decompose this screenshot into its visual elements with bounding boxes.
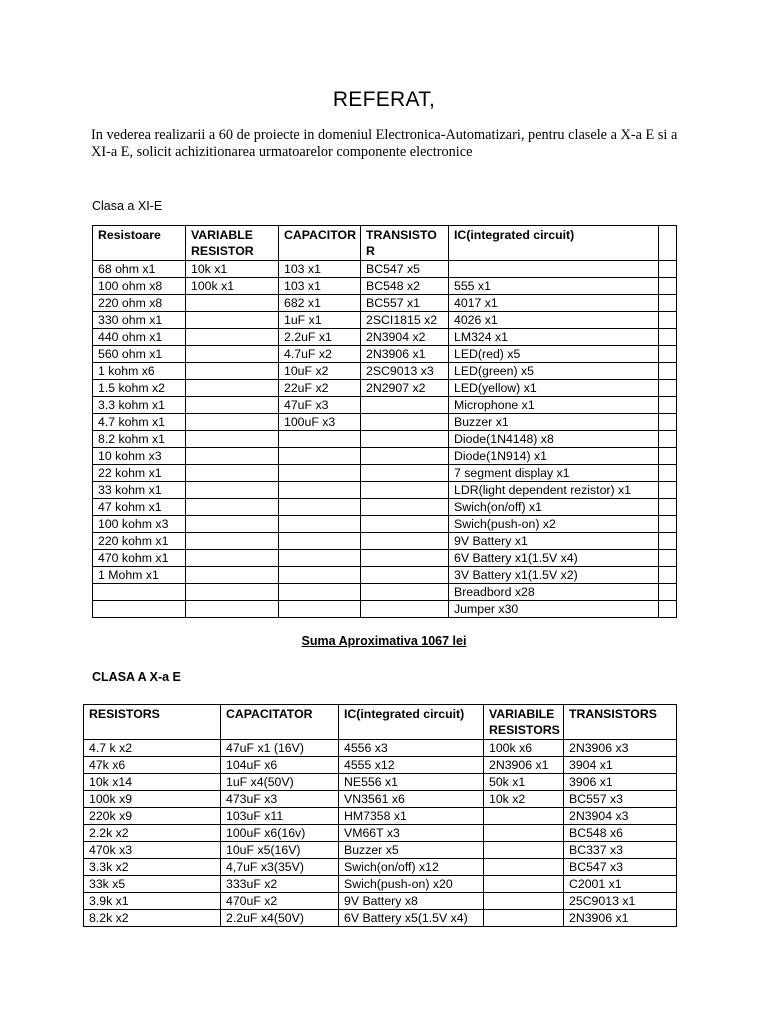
table-cell: LM324 x1 [449, 329, 659, 346]
table-row [93, 363, 677, 380]
table-cell: 4555 x12 [339, 757, 484, 774]
table-cell: 555 x1 [449, 278, 659, 295]
table-cell: 682 x1 [279, 295, 361, 312]
table-cell [279, 584, 361, 601]
table-cell: 47k x6 [84, 757, 221, 774]
table-cell: Diode(1N4148) x8 [449, 431, 659, 448]
table-cell [279, 499, 361, 516]
table-cell: 33 kohm x1 [93, 482, 186, 499]
table-cell: 2SC9013 x3 [361, 363, 449, 380]
table-cell [361, 397, 449, 414]
table-cell: VN3561 x6 [339, 791, 484, 808]
table-cell: HM7358 x1 [339, 808, 484, 825]
table-row [84, 774, 677, 791]
table-cell [93, 601, 186, 618]
table-row [93, 567, 677, 584]
table-row [84, 842, 677, 859]
table-cell: 103 x1 [279, 278, 361, 295]
table-cell [279, 482, 361, 499]
header-transistor: TRANSISTOR [361, 226, 449, 261]
table-cell [186, 516, 279, 533]
table-cell: Swich(push-on) x2 [449, 516, 659, 533]
table-cell: 6V Battery x5(1.5V x4) [339, 910, 484, 927]
table-row [93, 346, 677, 363]
table-cell: 2N3906 x1 [564, 910, 677, 927]
table-cell: BC337 x3 [564, 842, 677, 859]
table-cell [186, 533, 279, 550]
table-cell [361, 431, 449, 448]
table-cell: 330 ohm x1 [93, 312, 186, 329]
table-cell: 2SCI1815 x2 [361, 312, 449, 329]
table-row [93, 261, 677, 278]
table-cell: 100 kohm x3 [93, 516, 186, 533]
table-row [93, 448, 677, 465]
table-body [93, 261, 677, 618]
table-row [93, 465, 677, 482]
table-cell: LED(green) x5 [449, 363, 659, 380]
table-row [84, 791, 677, 808]
table-cell: 10uF x5(16V) [221, 842, 339, 859]
table-cell: 4.7 kohm x1 [93, 414, 186, 431]
table-cell [361, 516, 449, 533]
table-cell [659, 295, 677, 312]
table-row [84, 808, 677, 825]
table-row [93, 533, 677, 550]
table-cell [484, 842, 564, 859]
table-cell [186, 448, 279, 465]
table-row [93, 499, 677, 516]
table-cell [659, 482, 677, 499]
header-resistors: RESISTORS [84, 705, 221, 740]
intro-paragraph: In vederea realizarii a 60 de proiecte in domeniul Electronica-Automatizari, pentru clasele a X-a E si a XI-a E, solicit achizitionarea urmatoarelor componente electronice [91, 127, 678, 160]
table-cell: Breadbord x28 [449, 584, 659, 601]
document-title: REFERAT, [332, 88, 436, 111]
table-row [93, 601, 677, 618]
table-cell: 473uF x3 [221, 791, 339, 808]
table-cell: 470k x3 [84, 842, 221, 859]
table-cell [279, 448, 361, 465]
table-cell: 50k x1 [484, 774, 564, 791]
table-cell: 1 Mohm x1 [93, 567, 186, 584]
table-cell: 9V Battery x8 [339, 893, 484, 910]
table-cell [186, 567, 279, 584]
table-cell [361, 601, 449, 618]
table-cell [659, 346, 677, 363]
table-cell: 4.7 k x2 [84, 740, 221, 757]
table-cell: 2.2k x2 [84, 825, 221, 842]
table-cell: 2N3904 x2 [361, 329, 449, 346]
table-cell: 4556 x3 [339, 740, 484, 757]
table-cell [186, 295, 279, 312]
table-cell: 2N3906 x1 [361, 346, 449, 363]
table-cell: 100k x6 [484, 740, 564, 757]
table-cell: 10uF x2 [279, 363, 361, 380]
table-cell: 8.2 kohm x1 [93, 431, 186, 448]
table-row [84, 910, 677, 927]
table-cell: 2N3906 x3 [564, 740, 677, 757]
table-cell [659, 414, 677, 431]
table-cell: LED(yellow) x1 [449, 380, 659, 397]
table-cell [659, 431, 677, 448]
table-cell: 3.3 kohm x1 [93, 397, 186, 414]
table-cell: 4.7uF x2 [279, 346, 361, 363]
components-table-x-e [83, 704, 677, 927]
table-cell: 1uF x4(50V) [221, 774, 339, 791]
table-cell: C2001 x1 [564, 876, 677, 893]
section-label-xi-e: Clasa a XI-E [92, 199, 163, 213]
table-cell: 4026 x1 [449, 312, 659, 329]
table-cell: Swich(on/off) x12 [339, 859, 484, 876]
table-row [93, 482, 677, 499]
table-cell: 1 kohm x6 [93, 363, 186, 380]
table-cell: BC548 x2 [361, 278, 449, 295]
table-cell [659, 584, 677, 601]
table-row [93, 312, 677, 329]
table-cell: 68 ohm x1 [93, 261, 186, 278]
table-cell: 3904 x1 [564, 757, 677, 774]
header-blank [659, 226, 677, 261]
table-cell [659, 533, 677, 550]
table-cell: Buzzer x5 [339, 842, 484, 859]
table-cell: 10k x1 [186, 261, 279, 278]
table-cell [186, 499, 279, 516]
table-row [84, 757, 677, 774]
table-cell [279, 601, 361, 618]
table-cell: 470 kohm x1 [93, 550, 186, 567]
table-cell: 22 kohm x1 [93, 465, 186, 482]
table-cell: BC547 x3 [564, 859, 677, 876]
table-cell: BC557 x1 [361, 295, 449, 312]
table-cell [484, 808, 564, 825]
header-variabile-resistors: VARIABILE RESISTORS [484, 705, 564, 740]
table-cell [659, 261, 677, 278]
table-cell: 3.9k x1 [84, 893, 221, 910]
table-cell [484, 876, 564, 893]
table-row [93, 550, 677, 567]
table-cell [186, 601, 279, 618]
table-cell: 9V Battery x1 [449, 533, 659, 550]
table-cell [279, 465, 361, 482]
table-cell [659, 363, 677, 380]
header-transistors: TRANSISTORS [564, 705, 677, 740]
header-resistoare: Resistoare [93, 226, 186, 261]
table-cell [279, 567, 361, 584]
table-cell: BC557 x3 [564, 791, 677, 808]
table-cell: LED(red) x5 [449, 346, 659, 363]
table-cell [659, 312, 677, 329]
table-cell [186, 363, 279, 380]
table-cell [659, 448, 677, 465]
table-cell: VM66T x3 [339, 825, 484, 842]
table-cell [449, 261, 659, 278]
table-cell [659, 278, 677, 295]
table-cell: 2.2uF x1 [279, 329, 361, 346]
table-cell [659, 329, 677, 346]
table-cell: 6V Battery x1(1.5V x4) [449, 550, 659, 567]
table-cell [659, 465, 677, 482]
table-cell: Swich(push-on) x20 [339, 876, 484, 893]
table-cell [659, 516, 677, 533]
table-cell: 220 kohm x1 [93, 533, 186, 550]
table-cell: 2N3904 x3 [564, 808, 677, 825]
section-label-x-e: CLASA A X-a E [92, 670, 181, 684]
table-cell [186, 550, 279, 567]
table-row [93, 516, 677, 533]
table-cell [186, 431, 279, 448]
table-cell [361, 533, 449, 550]
table-cell: Jumper x30 [449, 601, 659, 618]
table-cell: 3V Battery x1(1.5V x2) [449, 567, 659, 584]
table-cell [484, 825, 564, 842]
table-header-row [93, 226, 677, 261]
table-cell: 4,7uF x3(35V) [221, 859, 339, 876]
table-cell [361, 584, 449, 601]
table-cell: BC547 x5 [361, 261, 449, 278]
table-cell [186, 312, 279, 329]
table-cell [186, 397, 279, 414]
table-cell: Microphone x1 [449, 397, 659, 414]
header-capacitor: CAPACITOR [279, 226, 361, 261]
header-capacitator: CAPACITATOR [221, 705, 339, 740]
table-cell [361, 567, 449, 584]
table-cell [484, 910, 564, 927]
table-row [93, 397, 677, 414]
table-cell [361, 550, 449, 567]
table-cell: 10k x2 [484, 791, 564, 808]
table-cell: 470uF x2 [221, 893, 339, 910]
table-row [93, 431, 677, 448]
table-row [84, 893, 677, 910]
table-cell [186, 584, 279, 601]
table-cell [659, 380, 677, 397]
table-row [93, 278, 677, 295]
table-cell: LDR(light dependent rezistor) x1 [449, 482, 659, 499]
table-cell: Swich(on/off) x1 [449, 499, 659, 516]
table-cell [659, 397, 677, 414]
table-cell [279, 431, 361, 448]
table-cell: 7 segment display x1 [449, 465, 659, 482]
table-header-row [84, 705, 677, 740]
table-cell: 2.2uF x4(50V) [221, 910, 339, 927]
table-cell: 47uF x1 (16V) [221, 740, 339, 757]
table-cell: 100uF x6(16v) [221, 825, 339, 842]
table-cell: 33k x5 [84, 876, 221, 893]
table-cell [361, 499, 449, 516]
table-cell: 333uF x2 [221, 876, 339, 893]
table-cell: 560 ohm x1 [93, 346, 186, 363]
table-cell [484, 859, 564, 876]
table-cell: 440 ohm x1 [93, 329, 186, 346]
table-cell: 220 ohm x8 [93, 295, 186, 312]
table-cell: 8.2k x2 [84, 910, 221, 927]
table-cell [659, 601, 677, 618]
header-variable-resistor: VARIABLE RESISTOR [186, 226, 279, 261]
table-cell [279, 516, 361, 533]
table-row [84, 740, 677, 757]
table-cell [186, 346, 279, 363]
table-row [93, 329, 677, 346]
table-cell [279, 550, 361, 567]
table-cell: 220k x9 [84, 808, 221, 825]
table-body [84, 740, 677, 927]
table-cell [659, 499, 677, 516]
table-cell: 1.5 kohm x2 [93, 380, 186, 397]
table-cell [484, 893, 564, 910]
table-row [93, 295, 677, 312]
table-cell [361, 482, 449, 499]
table-cell: 10k x14 [84, 774, 221, 791]
table-cell: 3.3k x2 [84, 859, 221, 876]
table-cell: NE556 x1 [339, 774, 484, 791]
header-ic: IC(integrated circuit) [449, 226, 659, 261]
table-cell [186, 329, 279, 346]
table-cell: 100 ohm x8 [93, 278, 186, 295]
table-row [93, 584, 677, 601]
table-cell: 100k x9 [84, 791, 221, 808]
table-row [84, 876, 677, 893]
table-cell [659, 567, 677, 584]
table-cell [186, 380, 279, 397]
table-cell [186, 482, 279, 499]
table-cell [659, 550, 677, 567]
table-cell: 3906 x1 [564, 774, 677, 791]
table-cell [361, 448, 449, 465]
table-cell [279, 533, 361, 550]
table-cell [93, 584, 186, 601]
table-cell [361, 414, 449, 431]
table-cell: 103uF x11 [221, 808, 339, 825]
table-cell [186, 414, 279, 431]
table-cell: 103 x1 [279, 261, 361, 278]
table-row [84, 859, 677, 876]
table-cell: 100uF x3 [279, 414, 361, 431]
table-row [93, 380, 677, 397]
table-row [84, 825, 677, 842]
table-cell: Buzzer x1 [449, 414, 659, 431]
table-cell: Diode(1N914) x1 [449, 448, 659, 465]
table-cell: 100k x1 [186, 278, 279, 295]
table-cell: 4017 x1 [449, 295, 659, 312]
table-cell: 1uF x1 [279, 312, 361, 329]
table-cell: 47uF x3 [279, 397, 361, 414]
table-cell: 2N3906 x1 [484, 757, 564, 774]
table-cell: 22uF x2 [279, 380, 361, 397]
table-cell: 2N2907 x2 [361, 380, 449, 397]
approximate-sum: Suma Aproximativa 1067 lei [301, 634, 467, 648]
table-cell: 25C9013 x1 [564, 893, 677, 910]
table-cell [361, 465, 449, 482]
table-cell: 10 kohm x3 [93, 448, 186, 465]
table-row [93, 414, 677, 431]
header-ic: IC(integrated circuit) [339, 705, 484, 740]
components-table-xi-e [92, 225, 677, 618]
table-cell: 47 kohm x1 [93, 499, 186, 516]
table-cell: BC548 x6 [564, 825, 677, 842]
table-cell: 104uF x6 [221, 757, 339, 774]
table-cell [186, 465, 279, 482]
